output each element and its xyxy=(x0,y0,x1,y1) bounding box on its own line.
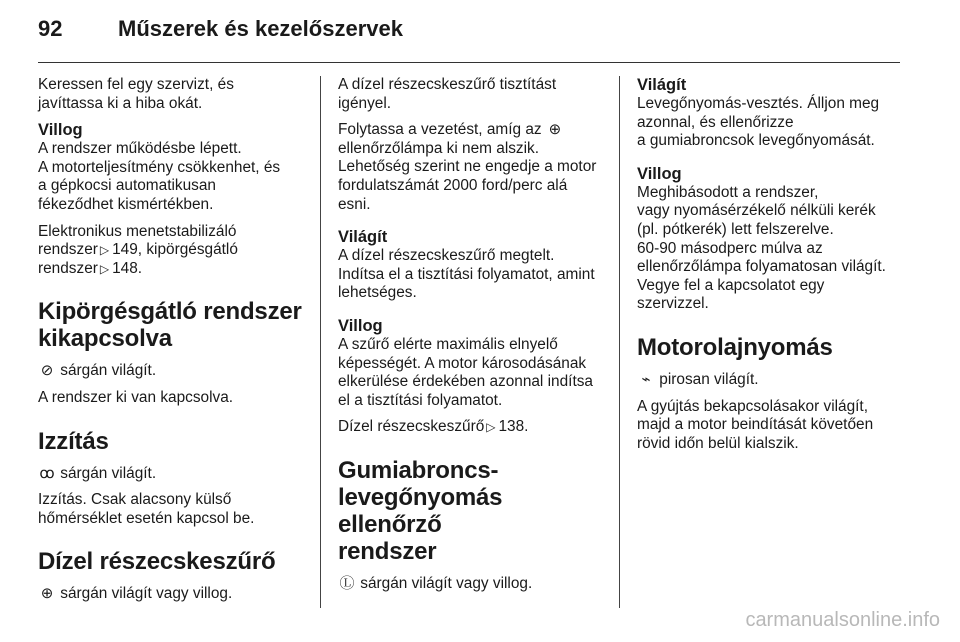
subheading-vilagit: Világít xyxy=(637,76,687,94)
subheading-villog: Villog xyxy=(38,121,83,140)
page-header xyxy=(0,0,960,62)
paragraph: Izzítás. Csak alacsony külső hőmérséklet esetén kapcsol be. xyxy=(38,491,255,527)
page-reference-arrow-icon: ▷ xyxy=(486,420,496,435)
paragraph: A dízel részecskeszűrő tisztítást igényel. xyxy=(338,76,557,112)
section-title-glow-plug: Izzítás xyxy=(38,427,109,455)
header-divider xyxy=(38,62,900,63)
section-title-tire-pressure: Gumiabroncs- levegőnyomás ellenőrző rendszer xyxy=(338,456,503,565)
traction-off-icon: ⊘ xyxy=(40,362,54,380)
column-3 xyxy=(637,76,909,461)
paragraph: A rendszer működésbe lépett. A motorteljesítmény csökkenhet, és a gépkocsi automatikusan fékeződhet kismértékben. xyxy=(38,140,281,213)
subheading-vilagit: Világít xyxy=(338,228,388,247)
paragraph: A gyújtás bekapcsolásakor világít, majd a motor beindítását követően rövid időn belül kialszik. xyxy=(637,397,874,452)
paragraph: Meghibásodott a rendszer, vagy nyomásérzékelő nélküli kerék (pl. pótkerék) lett felszerelve. 60-90 másodperc múlva az ellenőrzőlámpa folyamatosan világít. Vegye fel a kapcsolatot egy szervizzel. xyxy=(637,183,886,313)
paragraph: Ⓛ sárgán világít vagy villog. xyxy=(339,574,533,592)
column-1 xyxy=(38,76,310,612)
paragraph: Keressen fel egy szervizt, és javíttassa ki a hiba okát. xyxy=(38,76,234,112)
subheading-villog: Villog xyxy=(637,164,682,183)
watermark: carmanualsonline.info xyxy=(745,609,940,631)
particle-filter-icon: ⊕ xyxy=(40,585,54,603)
paragraph: A rendszer ki van kapcsolva. xyxy=(38,388,234,406)
paragraph: Folytassa a vezetést, amíg az ⊕ ellenőrzőlámpa ki nem alszik. Lehetőség szerint ne engedje a motor fordulatszámát 2000 ford/perc alá esni. xyxy=(338,121,597,213)
page-reference-arrow-icon: ▷ xyxy=(99,243,110,258)
particle-filter-icon: ⊕ xyxy=(548,121,562,139)
paragraph-with-refs: Elektronikus menetstabilizáló rendszer ▷ 149, kipörgésgátló rendszer ▷ 148. xyxy=(38,222,238,277)
column-2 xyxy=(338,76,610,602)
paragraph: A dízel részecskeszűrő megtelt. Indítsa el a tisztítási folyamatot, amint lehetséges. xyxy=(338,247,595,302)
paragraph: ⊘ sárgán világít. xyxy=(38,362,310,381)
page-number: 92 xyxy=(38,16,63,41)
page-reference-arrow-icon: ▷ xyxy=(99,261,110,276)
paragraph: ⊕ sárgán világít vagy villog. xyxy=(38,585,310,604)
subheading-villog: Villog xyxy=(338,316,383,335)
glow-plug-icon: ꝏ xyxy=(39,464,55,482)
paragraph-with-ref: Dízel részecskeszűrő ▷ 138. xyxy=(338,418,529,436)
chapter-title: Műszerek és kezelőszervek xyxy=(118,16,403,41)
paragraph: Levegőnyomás-vesztés. Álljon meg azonnal, és ellenőrizze a gumiabroncsok levegőnyomását. xyxy=(637,95,880,150)
tire-pressure-icon: Ⓛ xyxy=(339,574,355,592)
section-title-traction-off: Kipörgésgátló rendszer kikapcsolva xyxy=(38,298,302,353)
oil-can-icon: ⌁ xyxy=(641,370,651,388)
section-title-oil-pressure: Motorolajnyomás xyxy=(637,333,833,361)
paragraph: A szűrő elérte maximális elnyelő képességét. A motor károsodásának elkerülése érdekében azonnal indítsa el a tisztítási folyamatot. xyxy=(338,335,593,409)
column-divider xyxy=(619,76,620,608)
paragraph: ⌁ pirosan világít. xyxy=(637,371,909,390)
paragraph: ꝏ sárgán világít. xyxy=(39,464,157,482)
section-title-particle-filter: Dízel részecskeszűrő xyxy=(38,548,276,576)
column-divider xyxy=(320,76,321,608)
